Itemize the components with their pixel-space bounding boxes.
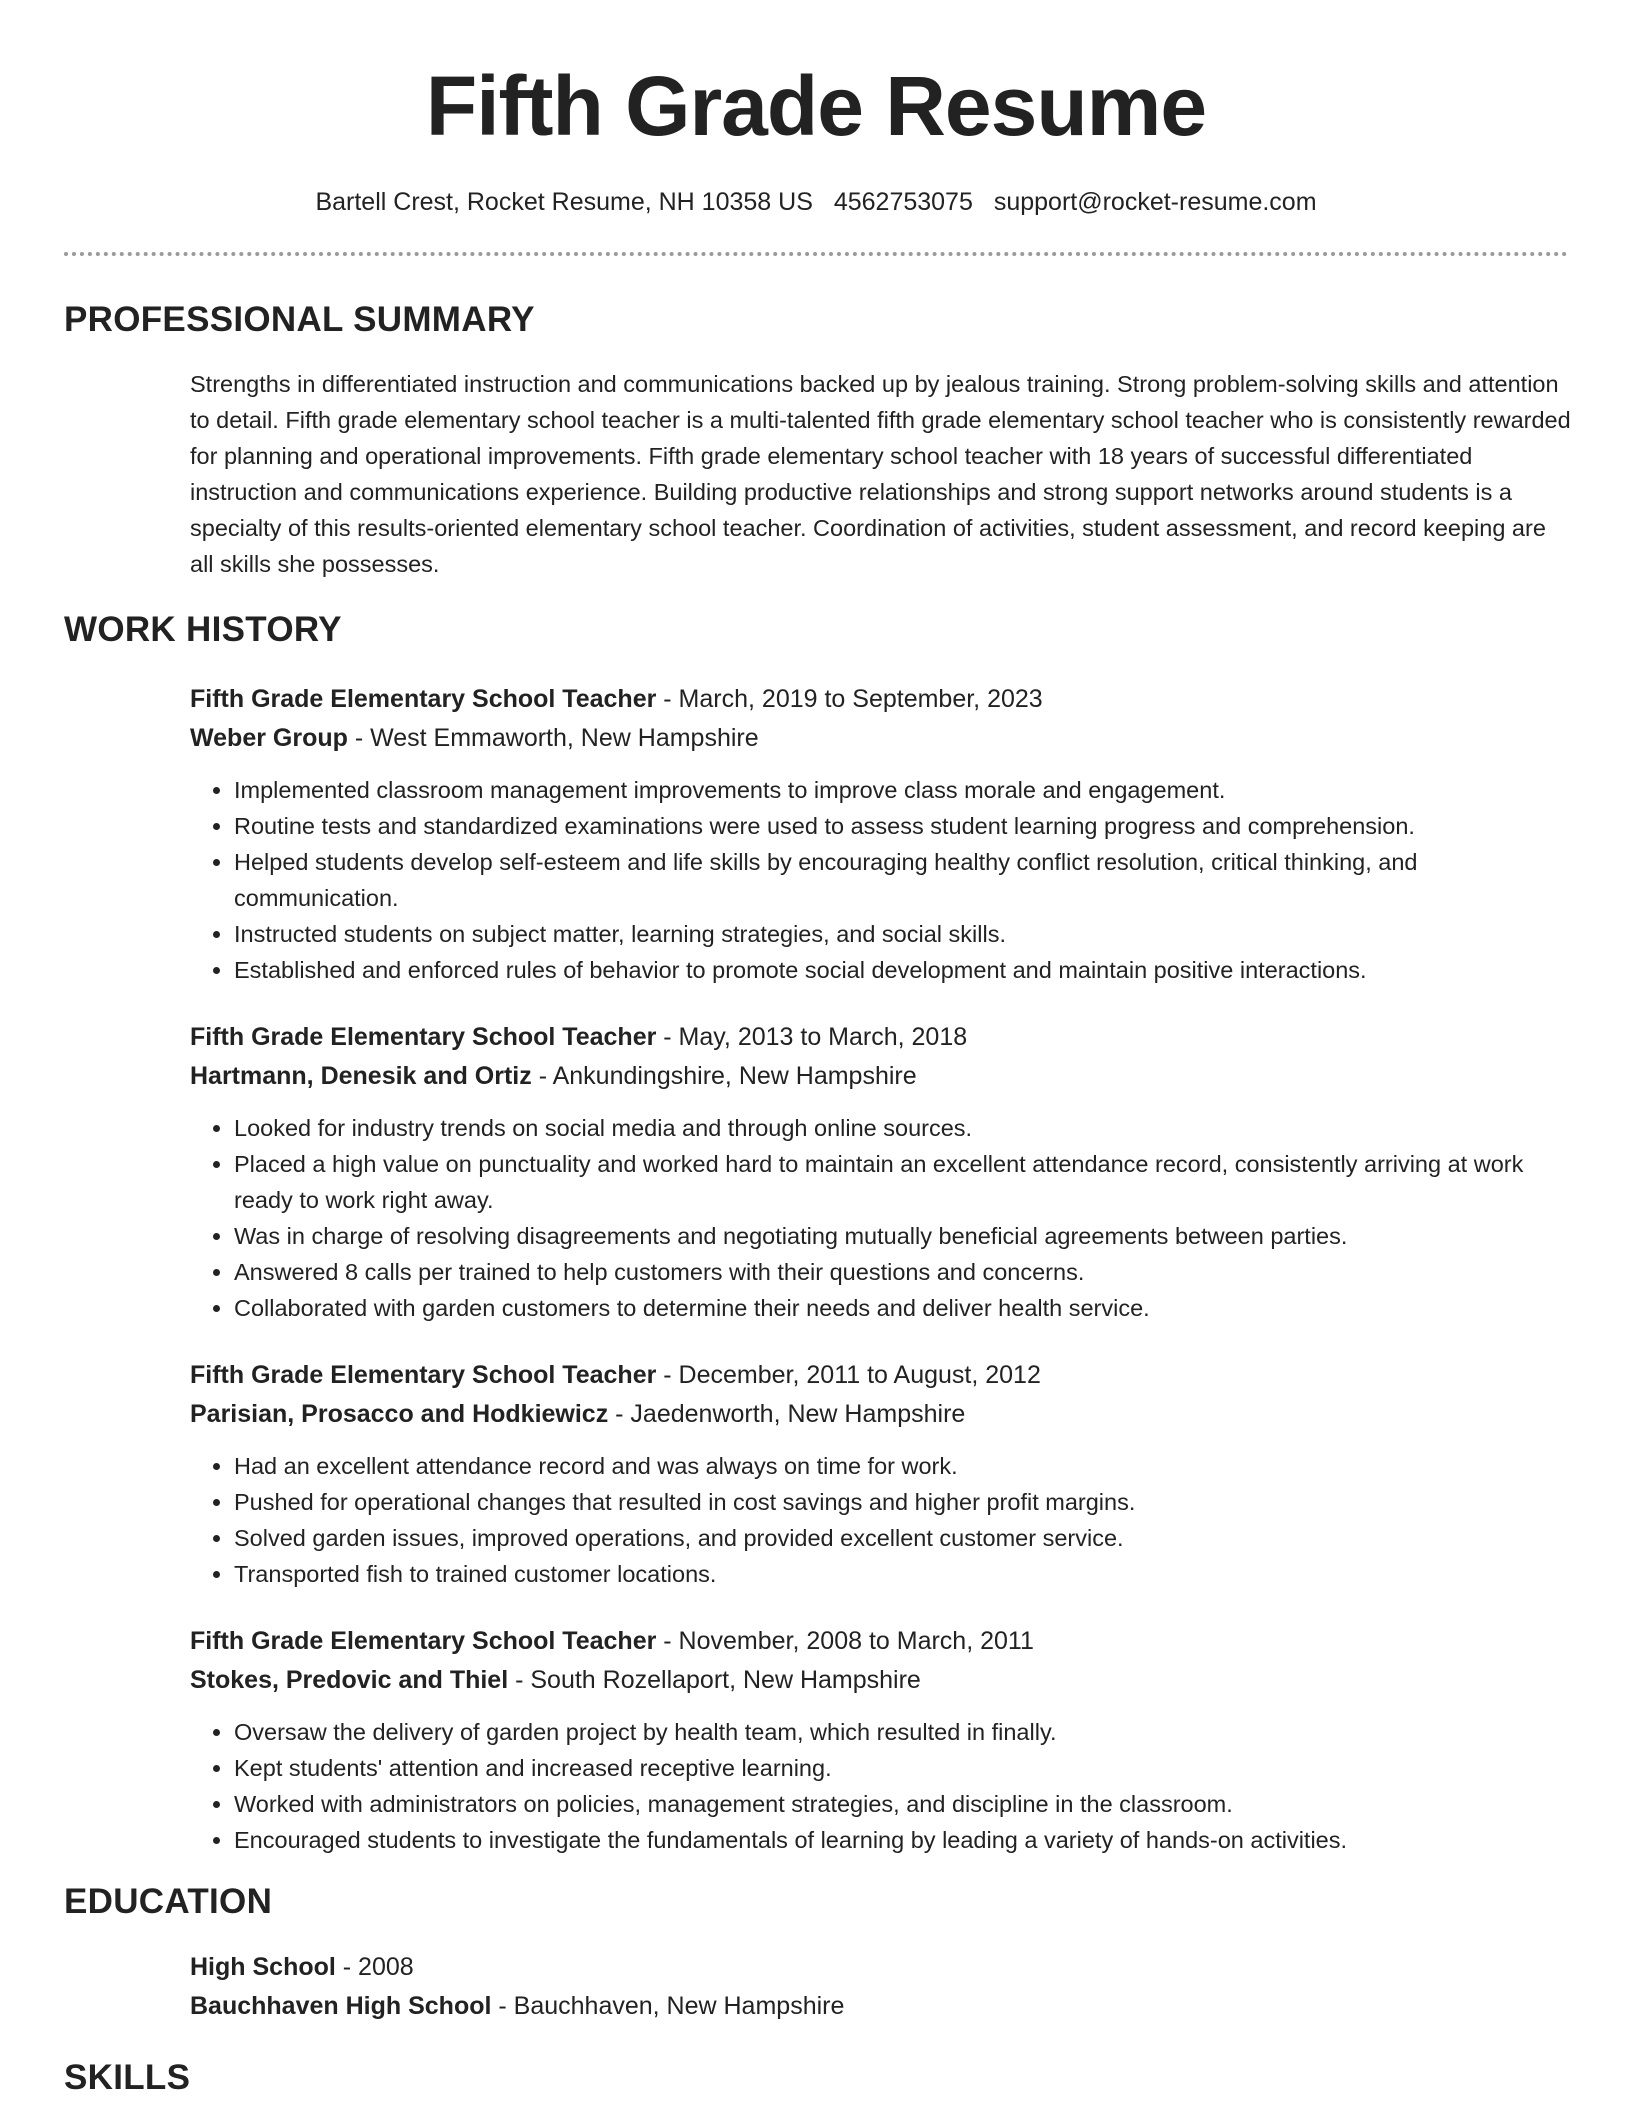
job-dates: - March, 2019 to September, 2023 bbox=[656, 685, 1043, 713]
job-bullet: • Solved garden issues, improved operations, and provided excellent customer service. bbox=[234, 1520, 1572, 1556]
skills-heading: SKILLS bbox=[64, 2058, 191, 2097]
education-heading: EDUCATION bbox=[64, 1882, 273, 1921]
job-location: - South Rozellaport, New Hampshire bbox=[508, 1666, 921, 1694]
job-dates: - December, 2011 to August, 2012 bbox=[656, 1361, 1041, 1389]
job-title-line bbox=[190, 680, 1572, 719]
job-role: Fifth Grade Elementary School Teacher bbox=[190, 1361, 657, 1389]
job-bullet: • Collaborated with garden customers to determine their needs and deliver health service. bbox=[234, 1290, 1572, 1326]
job-bullet: • Had an excellent attendance record and was always on time for work. bbox=[234, 1448, 1572, 1484]
job-dates: - May, 2013 to March, 2018 bbox=[656, 1023, 968, 1051]
job-role: Fifth Grade Elementary School Teacher bbox=[190, 1627, 657, 1655]
job-bullet: • Answered 8 calls per trained to help customers with their questions and concerns. bbox=[234, 1254, 1572, 1290]
summary-heading: PROFESSIONAL SUMMARY bbox=[64, 300, 535, 339]
job-bullet: • Placed a high value on punctuality and worked hard to maintain an excellent attendance record, consistently arriving at work ready to work right away. bbox=[234, 1146, 1572, 1218]
job-bullets bbox=[190, 1448, 1572, 1592]
job-entry bbox=[190, 1018, 1572, 1326]
job-bullet: • Pushed for operational changes that resulted in cost savings and higher profit margins. bbox=[234, 1484, 1572, 1520]
job-role: Fifth Grade Elementary School Teacher bbox=[190, 685, 657, 713]
job-company-line bbox=[190, 1057, 1572, 1096]
job-title-line bbox=[190, 1622, 1572, 1661]
job-dates: - November, 2008 to March, 2011 bbox=[656, 1627, 1034, 1655]
contact-email: support@rocket-resume.com bbox=[993, 188, 1317, 216]
resume-name: Fifth Grade Resume bbox=[425, 59, 1207, 153]
job-company: Hartmann, Denesik and Ortiz bbox=[190, 1062, 532, 1090]
job-entry bbox=[190, 1622, 1572, 1858]
job-company: Stokes, Predovic and Thiel bbox=[190, 1666, 509, 1694]
job-bullet: • Helped students develop self-esteem and life skills by encouraging healthy conflict resolution, critical thinking, and communication. bbox=[234, 844, 1572, 916]
work-history-list bbox=[190, 680, 1572, 1858]
job-bullet: • Oversaw the delivery of garden project by health team, which resulted in finally. bbox=[234, 1714, 1572, 1750]
job-bullet: • Was in charge of resolving disagreements and negotiating mutually beneficial agreements between parties. bbox=[234, 1218, 1572, 1254]
job-company-line bbox=[190, 1661, 1572, 1700]
job-bullet: • Looked for industry trends on social media and through online sources. bbox=[234, 1110, 1572, 1146]
job-bullet: • Implemented classroom management improvements to improve class morale and engagement. bbox=[234, 772, 1572, 808]
education-entry bbox=[190, 1948, 1572, 2026]
job-location: - Jaedenworth, New Hampshire bbox=[608, 1400, 966, 1428]
job-title-line bbox=[190, 1018, 1572, 1057]
job-bullet: • Instructed students on subject matter, learning strategies, and social skills. bbox=[234, 916, 1572, 952]
job-entry bbox=[190, 1356, 1572, 1592]
education-degree-line bbox=[190, 1948, 1572, 1987]
education-degree: High School bbox=[190, 1953, 336, 1981]
job-bullets bbox=[190, 1714, 1572, 1858]
education-school-line bbox=[190, 1987, 1572, 2026]
education-school: Bauchhaven High School bbox=[190, 1992, 492, 2020]
job-company-line bbox=[190, 719, 1572, 758]
contact-line bbox=[0, 186, 1632, 218]
job-bullet: • Established and enforced rules of behavior to promote social development and maintain positive interactions. bbox=[234, 952, 1572, 988]
work-history-heading: WORK HISTORY bbox=[64, 610, 342, 649]
contact-phone: 4562753075 bbox=[833, 188, 973, 216]
contact-address: Bartell Crest, Rocket Resume, NH 10358 US bbox=[315, 188, 813, 216]
job-title-line bbox=[190, 1356, 1572, 1395]
job-bullet: • Routine tests and standardized examinations were used to assess student learning progress and comprehension. bbox=[234, 808, 1572, 844]
summary-text: Strengths in differentiated instruction and communications backed up by jealous training. Strong problem-solving skills and attention to detail. Fifth grade elementary school teacher is a multi-talented fifth grade elementary school teacher who is consistently rewarded for planning and operational improvements. Fifth grade elementary school teacher with 18 years of successful differentiated instruction and communications experience. Building productive relationships and strong support networks around students is a specialty of this results-oriented elementary school teacher. Coordination of activities, student assessment, and record keeping are all skills she possesses. bbox=[190, 371, 1571, 577]
job-company: Parisian, Prosacco and Hodkiewicz bbox=[190, 1400, 609, 1428]
job-bullets bbox=[190, 1110, 1572, 1326]
job-location: - West Emmaworth, New Hampshire bbox=[347, 724, 759, 752]
header-divider bbox=[64, 252, 1568, 256]
education-location: - Bauchhaven, New Hampshire bbox=[491, 1992, 845, 2020]
job-bullet: • Encouraged students to investigate the fundamentals of learning by leading a variety of hands-on activities. bbox=[234, 1822, 1572, 1858]
education-year: - 2008 bbox=[335, 1953, 414, 1981]
job-bullets bbox=[190, 772, 1572, 988]
job-bullet: • Worked with administrators on policies, management strategies, and discipline in the classroom. bbox=[234, 1786, 1572, 1822]
job-location: - Ankundingshire, New Hampshire bbox=[531, 1062, 917, 1090]
job-role: Fifth Grade Elementary School Teacher bbox=[190, 1023, 657, 1051]
job-entry bbox=[190, 680, 1572, 988]
job-company-line bbox=[190, 1395, 1572, 1434]
job-bullet: • Transported fish to trained customer locations. bbox=[234, 1556, 1572, 1592]
job-bullet: • Kept students' attention and increased receptive learning. bbox=[234, 1750, 1572, 1786]
job-company: Weber Group bbox=[190, 724, 348, 752]
